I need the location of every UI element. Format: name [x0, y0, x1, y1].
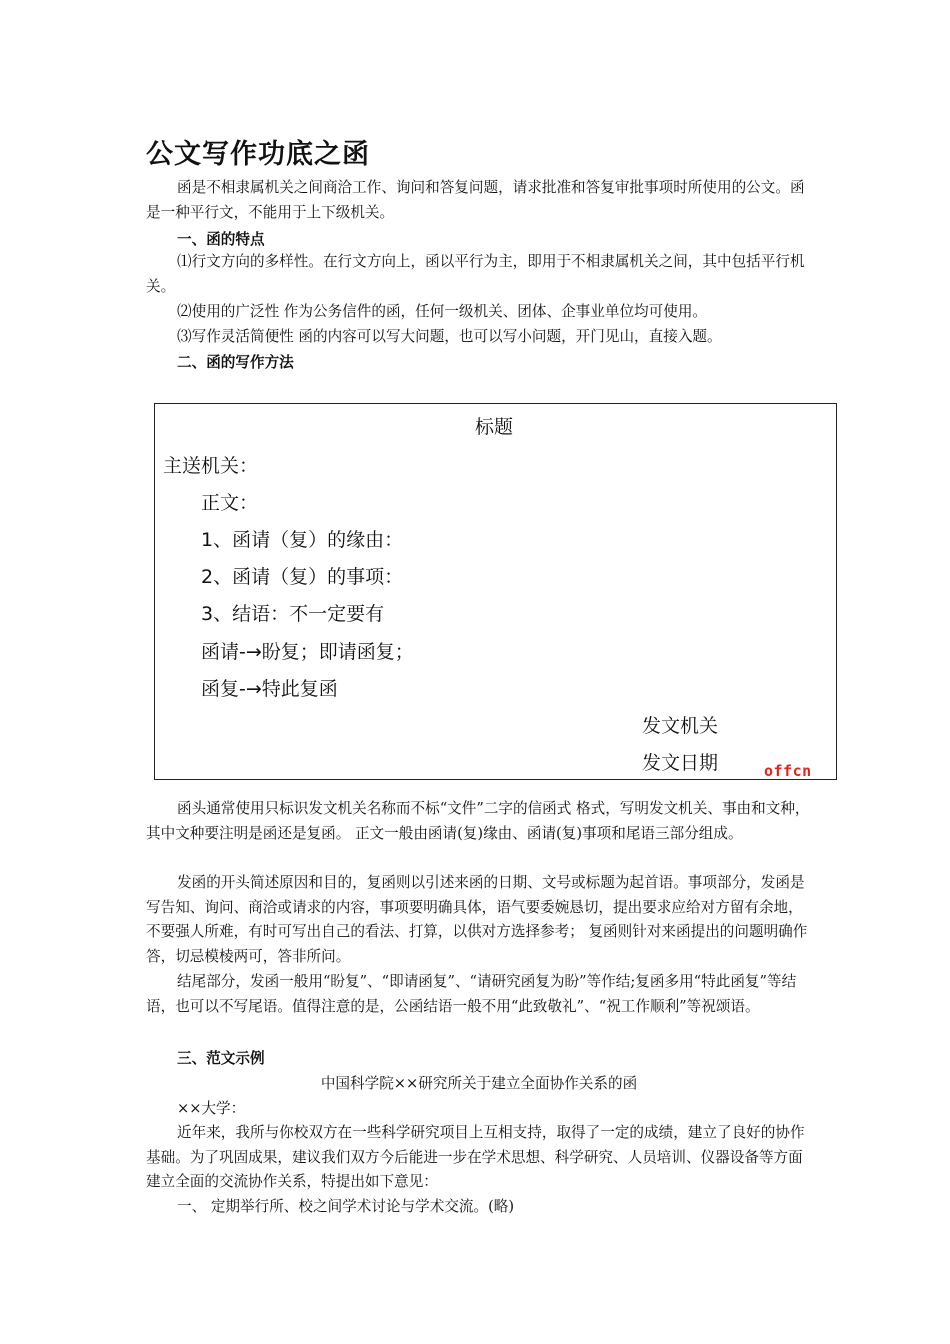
template-issuer: 发文机关 — [642, 715, 719, 737]
template-line-4: 函请-→盼复；即请函复； — [201, 641, 414, 663]
template-date: 发文日期 — [642, 752, 719, 774]
section2-heading: 二、函的写作方法 — [177, 354, 294, 371]
feature-item-1: ⑴行文方向的多样性。在行文方向上，函以平行为主，即用于不相隶属机关之间，其中包括平行机关。 — [146, 253, 805, 295]
template-body: 正文： — [201, 492, 259, 514]
feature-item-2: ⑵使用的广泛性 作为公务信件的函，任何一级机关、团体、企事业单位均可使用。 — [177, 303, 708, 320]
template-line-1: 1、函请（复）的缘由： — [201, 529, 404, 551]
section1-heading: 一、函的特点 — [177, 231, 265, 248]
template-title: 标题 — [475, 416, 514, 438]
intro-paragraph: 函是不相隶属机关之间商洽工作、询问和答复问题，请求批准和答复审批事项时所使用的公文。函是一种平行文，不能用于上下级机关。 — [146, 179, 805, 221]
example-item-1: 一、 定期举行所、校之间学术讨论与学术交流。(略) — [177, 1198, 515, 1215]
example-salutation: ××大学： — [177, 1100, 246, 1117]
method-paragraph-1: 函头通常使用只标识发文机关名称而不标“文件”二字的信函式 格式，写明发文机关、事由和文种，其中文种要注明是函还是复函。 正文一般由函请(复)缘由、函请(复)事项和尾语三部分组成。 — [146, 800, 810, 842]
template-recipient: 主送机关： — [163, 455, 259, 477]
letter-template-box — [154, 403, 837, 780]
method-paragraph-3: 结尾部分，发函一般用“盼复”、“即请函复”、“请研究函复为盼”等作结;复函多用“特此函复”等结语，也可以不写尾语。值得注意的是，公函结语一般不用“此致敬礼”、“祝工作顺利”等祝颂语。 — [146, 973, 797, 1015]
example-body: 近年来，我所与你校双方在一些科学研究项目上互相支持，取得了一定的成绩，建立了良好的协作基础。为了巩固成果，建议我们双方今后能进一步在学术思想、科学研究、人员培训、仪器设备等方面建立全面的交流协作关系，特提出如下意见： — [146, 1124, 805, 1191]
template-line-2: 2、函请（复）的事项： — [201, 566, 404, 588]
example-title: 中国科学院××研究所关于建立全面协作关系的函 — [320, 1075, 638, 1092]
page-title: 公文写作功底之函 — [146, 139, 370, 170]
template-line-3: 3、结语：不一定要有 — [201, 603, 385, 625]
method-paragraph-2: 发函的开头简述原因和目的，复函则以引述来函的日期、文号或标题为起首语。事项部分，发函是写告知、询问、商洽或请求的内容，事项要明确具体，语气要委婉恳切，提出要求应给对方留有余地，不要强人所难，有时可写出自己的看法、打算，以供对方选择参考； 复函则针对来函提出的问题明确作答，切忌模棱两可，答非所问。 — [146, 874, 808, 965]
template-line-5: 函复-→特此复函 — [201, 678, 338, 700]
feature-item-3: ⑶写作灵活简便性 函的内容可以写大问题，也可以写小问题，开门见山，直接入题。 — [177, 328, 722, 345]
section3-heading: 三、范文示例 — [177, 1050, 265, 1067]
offcn-logo: offcn — [764, 762, 812, 780]
